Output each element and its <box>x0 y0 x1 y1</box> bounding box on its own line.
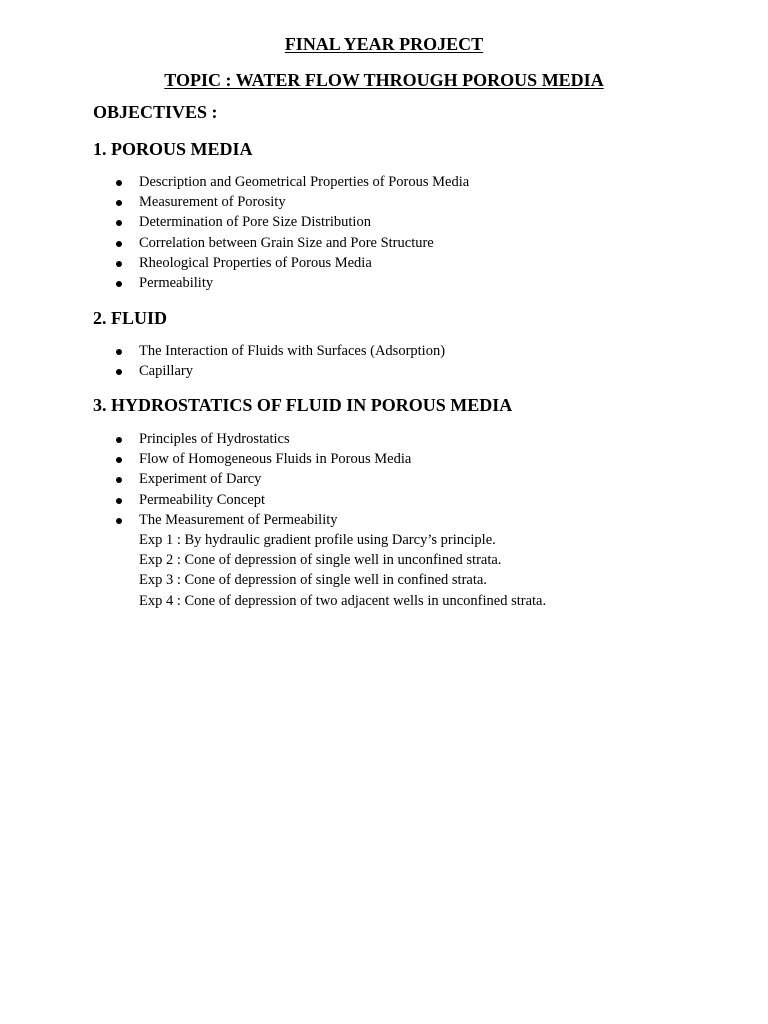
objectives-heading: OBJECTIVES : <box>93 102 218 122</box>
bullet-icon <box>116 281 122 287</box>
bullet-icon <box>116 457 122 463</box>
experiments-list <box>139 530 546 611</box>
bullet-icon <box>116 477 122 483</box>
bullet-icon <box>116 261 122 267</box>
experiment-line: Exp 3 : Cone of depression of single well in confined strata. <box>139 572 487 589</box>
bullet-icon <box>116 518 122 524</box>
document-page: FINAL YEAR PROJECT TOPIC : WATER FLOW THROUGH POROUS MEDIA OBJECTIVES : 1. POROUS MEDIA Description and Geometrical Properties of Porous Media Measurement of Porosity Determination of Pore Size Distribution Correlation between Grain Size and Pore Structure Rheological Properties of Porous Media Permeability 2. FLUID The Interaction of Fluids with Surfaces (Adsorption) Capillary 3. HYDROSTATICS OF FLUID IN POROUS MEDIA Principles of Hydrostatics Flow of Homogeneous Fluids in Porous Media Experiment of Darcy Permeability Concept The Measurement of Permeability Exp 1 : By hydraulic gradient profile using Darcy’s principle. Exp 2 : Cone of depression of single well in unconfined strata. Exp 3 : Cone of depression of single well in confined strata. Exp 4 : Cone of depression of two adjacent wells in unconfined strata. <box>0 0 768 1024</box>
section-heading-porous-media: 1. POROUS MEDIA <box>93 139 253 159</box>
bullet-icon <box>116 241 122 247</box>
document-topic: TOPIC : WATER FLOW THROUGH POROUS MEDIA <box>164 70 604 90</box>
section-heading-hydrostatics: 3. HYDROSTATICS OF FLUID IN POROUS MEDIA <box>93 395 513 415</box>
bullet-icon <box>116 180 122 186</box>
bullet-icon <box>116 200 122 206</box>
bullet-icon <box>116 369 122 375</box>
experiment-line: Exp 4 : Cone of depression of two adjacent wells in unconfined strata. <box>139 592 547 609</box>
bullet-icon <box>116 437 122 443</box>
section-heading-fluid: 2. FLUID <box>93 308 168 328</box>
bullet-icon <box>116 349 122 355</box>
bullet-icon <box>116 498 122 504</box>
bullet-icon <box>116 220 122 226</box>
document-title: FINAL YEAR PROJECT <box>284 34 484 54</box>
experiment-line: Exp 1 : By hydraulic gradient profile using Darcy’s principle. <box>139 532 496 548</box>
experiment-line: Exp 2 : Cone of depression of single well in unconfined strata. <box>139 552 502 569</box>
